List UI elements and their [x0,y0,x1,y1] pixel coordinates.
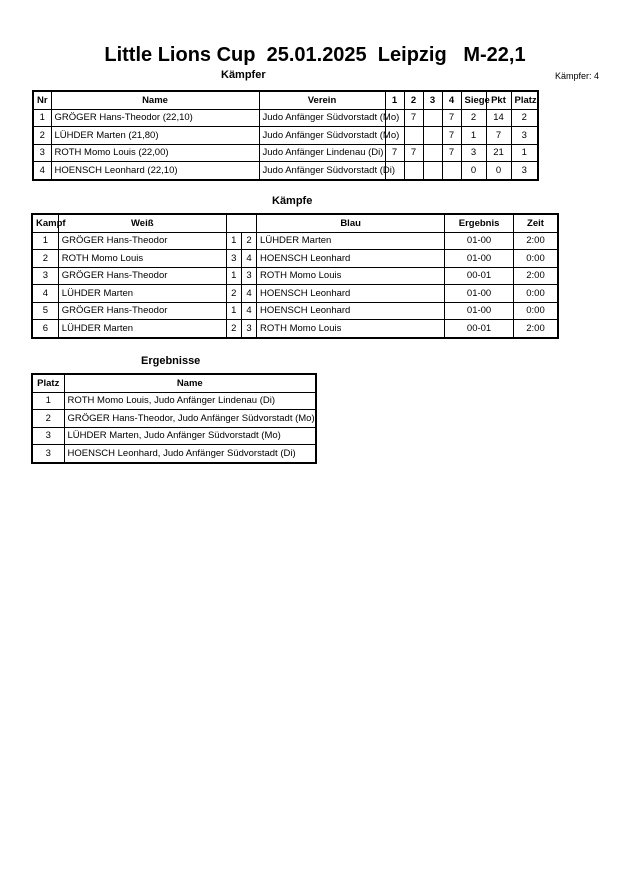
fighter-name: ROTH Momo Louis (22,00) [51,144,259,162]
col-platz: Platz [511,91,538,109]
bout-number: 6 [32,320,58,338]
fighter-nr: 2 [33,127,51,145]
bouts-heading: Kämpfe [272,195,313,207]
bout-blue-nr: 4 [241,285,256,303]
bout-white-nr: 2 [226,285,241,303]
bout-white-nr: 1 [226,232,241,250]
bout-white-nr: 3 [226,250,241,268]
table-row [32,232,558,250]
bout-white: LÜHDER Marten [58,320,226,338]
fighters-count: Kämpfer: 4 [554,71,599,81]
fighter-r2: 7 [404,144,423,162]
table-row [32,410,316,428]
bout-blue: ROTH Momo Louis [257,320,445,338]
bout-number: 2 [32,250,58,268]
bout-result: 01-00 [445,232,514,250]
bout-time: 2:00 [513,232,558,250]
bout-blue: HOENSCH Leonhard [257,302,445,320]
col-nr: Nr [33,91,51,109]
bout-blue-nr: 3 [241,267,256,285]
bout-blue: ROTH Momo Louis [257,267,445,285]
col-name: Name [51,91,259,109]
fighters-header-row [33,91,538,109]
table-row [32,427,316,445]
bout-result: 00-01 [445,267,514,285]
col-zeit: Zeit [513,214,558,232]
fighter-r4: 7 [442,109,461,127]
col-r4: 4 [442,91,461,109]
bout-result: 01-00 [445,302,514,320]
col-kampf: Kampf [32,214,58,232]
col-r1: 1 [385,91,404,109]
bout-blue: HOENSCH Leonhard [257,285,445,303]
fighter-r3 [423,144,442,162]
col-blau: Blau [257,214,445,232]
bout-time: 0:00 [513,250,558,268]
fighters-table [32,90,539,181]
fighter-siege: 2 [461,109,486,127]
bout-time: 0:00 [513,302,558,320]
col-ergebnis: Ergebnis [445,214,514,232]
fighter-pkt: 14 [486,109,511,127]
fighter-pkt: 21 [486,144,511,162]
col-r2: 2 [404,91,423,109]
result-name: HOENSCH Leonhard, Judo Anfänger Südvorstadt (Di) [64,445,316,463]
fighter-siege: 3 [461,144,486,162]
bout-white-nr: 1 [226,267,241,285]
fighter-siege: 0 [461,162,486,180]
bout-number: 3 [32,267,58,285]
bout-blue-nr: 2 [241,232,256,250]
fighter-verein: Judo Anfänger Südvorstadt (Mo) [259,127,385,145]
table-row [33,162,538,180]
fighter-r3 [423,162,442,180]
fighters-heading: Kämpfer [221,69,266,81]
bout-white: LÜHDER Marten [58,285,226,303]
col-verein: Verein [259,91,385,109]
col-spacer [226,214,256,232]
col-name: Name [64,374,316,392]
fighter-name: HOENSCH Leonhard (22,10) [51,162,259,180]
bout-white-nr: 1 [226,302,241,320]
col-siege: Siege [461,91,486,109]
table-row [33,144,538,162]
bout-time: 2:00 [513,320,558,338]
table-row [32,250,558,268]
bout-blue: HOENSCH Leonhard [257,250,445,268]
result-place: 3 [32,427,64,445]
bout-result: 01-00 [445,250,514,268]
bout-number: 1 [32,232,58,250]
page-title: Little Lions Cup 25.01.2025 Leipzig M-22,1 [104,44,526,66]
table-row [32,302,558,320]
bout-blue-nr: 4 [241,250,256,268]
fighter-r2 [404,127,423,145]
fighter-platz: 3 [511,162,538,180]
bout-blue-nr: 3 [241,320,256,338]
table-row [32,445,316,463]
table-row [32,267,558,285]
fighter-verein: Judo Anfänger Lindenau (Di) [259,144,385,162]
col-r3: 3 [423,91,442,109]
col-platz: Platz [32,374,64,392]
result-name: GRÖGER Hans-Theodor, Judo Anfänger Südvorstadt (Mo) [64,410,316,428]
bout-blue-nr: 4 [241,302,256,320]
bout-result: 00-01 [445,320,514,338]
result-place: 3 [32,445,64,463]
bout-white: GRÖGER Hans-Theodor [58,232,226,250]
fighter-verein: Judo Anfänger Südvorstadt (Di) [259,162,385,180]
bout-time: 2:00 [513,267,558,285]
fighter-r2: 7 [404,109,423,127]
fighter-r4: 7 [442,127,461,145]
fighter-name: LÜHDER Marten (21,80) [51,127,259,145]
fighter-nr: 3 [33,144,51,162]
fighter-pkt: 0 [486,162,511,180]
bout-number: 5 [32,302,58,320]
bout-white-nr: 2 [226,320,241,338]
bout-time: 0:00 [513,285,558,303]
table-row [32,392,316,410]
col-weiss: Weiß [58,214,226,232]
bout-number: 4 [32,285,58,303]
bout-white: ROTH Momo Louis [58,250,226,268]
fighter-nr: 4 [33,162,51,180]
fighter-r2 [404,162,423,180]
fighter-r3 [423,127,442,145]
bout-result: 01-00 [445,285,514,303]
col-pkt: Pkt [486,91,511,109]
fighter-pkt: 7 [486,127,511,145]
fighter-platz: 1 [511,144,538,162]
fighter-name: GRÖGER Hans-Theodor (22,10) [51,109,259,127]
result-place: 1 [32,392,64,410]
result-place: 2 [32,410,64,428]
table-row [33,109,538,127]
result-name: LÜHDER Marten, Judo Anfänger Südvorstadt (Mo) [64,427,316,445]
results-header-row [32,374,316,392]
result-name: ROTH Momo Louis, Judo Anfänger Lindenau (Di) [64,392,316,410]
fighter-r4: 7 [442,144,461,162]
fighter-r3 [423,109,442,127]
table-row [32,320,558,338]
fighter-platz: 2 [511,109,538,127]
fighter-platz: 3 [511,127,538,145]
table-row [33,127,538,145]
fighter-siege: 1 [461,127,486,145]
fighter-verein: Judo Anfänger Südvorstadt (Mo) [259,109,385,127]
fighter-nr: 1 [33,109,51,127]
results-heading: Ergebnisse [141,355,201,367]
fighter-r4 [442,162,461,180]
bout-blue: LÜHDER Marten [257,232,445,250]
table-row [32,285,558,303]
bout-white: GRÖGER Hans-Theodor [58,302,226,320]
bout-white: GRÖGER Hans-Theodor [58,267,226,285]
fighter-r1: 7 [385,144,404,162]
bouts-table [31,213,559,339]
results-table [31,373,317,464]
bouts-header-row [32,214,558,232]
